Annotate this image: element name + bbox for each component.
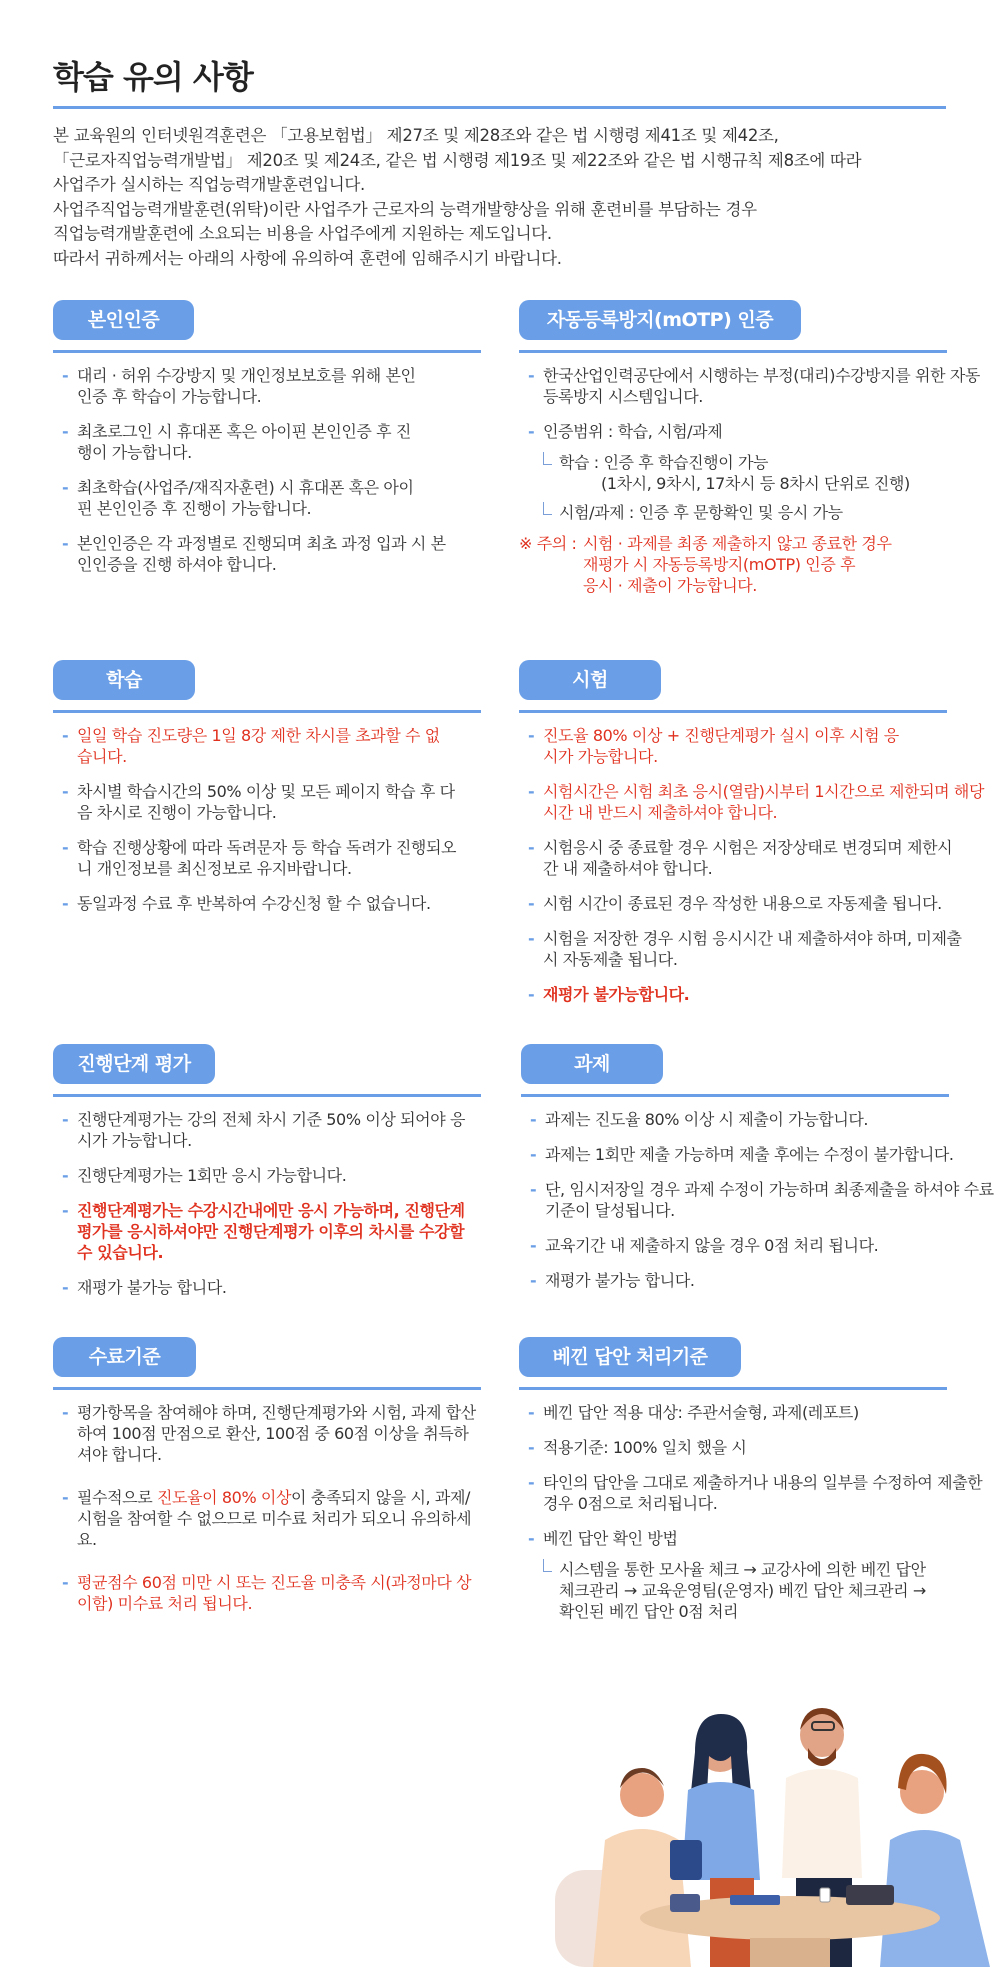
section-label-progress: 진행단계 평가: [53, 1044, 215, 1084]
section-label-identity: 본인인증: [53, 300, 194, 340]
progress-list: [53, 1109, 483, 1298]
list-item: - 진도율 80% 이상 + 진행단계평가 실시 이후 시험 응시가 가능합니다.: [519, 725, 903, 767]
sub-line: 학습 : 인증 후 학습진행이 가능: [559, 453, 769, 472]
intro-line: 「근로자직업능력개발법」 제20조 및 제24조, 같은 법 시행령 제19조 및 제22조와 같은 법 시행규칙 제8조에 따라: [53, 150, 862, 170]
assignment-list: [521, 1109, 994, 1291]
section-completion: [53, 1337, 483, 1628]
text-part: 이 충족되지 않을 시, 과제/시험을 참여할 수 없으므로 미수료 처리가 되오니 유의하세요.: [77, 1488, 472, 1549]
identity-list: [53, 365, 483, 575]
note-line: 시험 · 과제를 최종 제출하지 않고 종료한 경우: [583, 534, 892, 553]
section-divider: [53, 1387, 481, 1390]
list-item: - 동일과정 수료 후 반복하여 수강신청 할 수 없습니다.: [53, 893, 497, 914]
section-label-exam: 시험: [519, 660, 661, 700]
list-item: - 재평가 불가능 합니다.: [53, 1277, 483, 1298]
cup-shape: [820, 1888, 830, 1902]
list-item: - 재평가 불가능 합니다.: [521, 1270, 951, 1291]
text-part: 필수적으로: [77, 1488, 157, 1507]
list-item: - 최초로그인 시 휴대폰 혹은 아이핀 본인인증 후 진행이 가능합니다.: [53, 421, 417, 463]
page-title: 학습 유의 사항: [53, 58, 253, 96]
list-item: - 교육기간 내 제출하지 않을 경우 0점 처리 됩니다.: [521, 1235, 995, 1256]
section-motp: [519, 300, 980, 596]
section-divider: [519, 710, 947, 713]
list-item: - 진행단계평가는 1회만 응시 가능합니다.: [53, 1165, 483, 1186]
intro-line: 본 교육원의 인터넷원격훈련은 「고용보험법」 제27조 및 제28조와 같은 법 시행령 제41조 및 제42조,: [53, 126, 779, 145]
laptop-shape: [846, 1885, 894, 1905]
plagiarism-list: [519, 1402, 983, 1549]
list-item: - 시험 시간이 종료된 경우 작성한 내용으로 자동제출 됩니다.: [519, 893, 993, 914]
plagiarism-method-detail: 시스템을 통한 모사율 체크 → 교강사에 의한 베낀 답안 체크관리 → 교육운영팀(운영자) 베낀 답안 체크관리 → 확인된 베낀 답안 0점 처리: [519, 1559, 939, 1622]
section-divider: [521, 1094, 949, 1097]
warning-mark: ※ 주의 :: [519, 534, 577, 553]
note-line: 재평가 시 자동등록방지(mOTP) 인증 후: [583, 555, 856, 574]
person-body: [782, 1769, 862, 1878]
list-item: - 일일 학습 진도량은 1일 8강 제한 차시를 초과할 수 없습니다.: [53, 725, 447, 767]
list-item: - 베낀 답안 확인 방법: [519, 1528, 949, 1549]
folder-shape: [670, 1840, 702, 1880]
list-item: - 평가항목을 참여해야 하며, 진행단계평가와 시험, 과제 합산하여 100점 만점으로 환산, 100점 중 60점 이상을 취득하셔야 합니다.: [53, 1402, 477, 1465]
section-progress-eval: [53, 1044, 483, 1312]
list-item: - 과제는 1회만 제출 가능하며 제출 후에는 수정이 불가합니다.: [521, 1144, 1000, 1165]
list-item: - 학습 진행상황에 따라 독려문자 등 학습 독려가 진행되오니 개인정보를 최신정보로 유지바랍니다.: [53, 837, 457, 879]
section-identity: [53, 300, 483, 589]
motp-list: [519, 365, 980, 442]
section-divider: [53, 1094, 481, 1097]
motp-warning-note: [519, 533, 949, 596]
intro-paragraph: [53, 124, 953, 271]
section-divider: [53, 710, 481, 713]
motp-sub-study: [519, 452, 949, 494]
section-exam: [519, 660, 985, 1019]
list-item: - 과제는 진도율 80% 이상 시 제출이 가능합니다.: [521, 1109, 995, 1130]
sub-line: (1차시, 9차시, 17차시 등 8차시 단위로 진행): [601, 474, 910, 493]
title-divider: [53, 106, 946, 109]
list-item: - 재평가 불가능합니다.: [519, 984, 949, 1005]
book-shape: [730, 1895, 780, 1905]
list-item: - 본인인증은 각 과정별로 진행되며 최초 과정 입과 시 본인인증을 진행 하셔야 합니다.: [53, 533, 457, 575]
list-item: - 차시별 학습시간의 50% 이상 및 모든 페이지 학습 후 다음 차시로 진행이 가능합니다.: [53, 781, 457, 823]
exam-list: [519, 725, 985, 1005]
section-label-study: 학습: [53, 660, 195, 700]
section-divider: [519, 350, 947, 353]
section-label-assignment: 과제: [521, 1044, 663, 1084]
section-assignment: [521, 1044, 994, 1305]
intro-line: 사업주가 실시하는 직업능력개발훈련입니다.: [53, 175, 365, 194]
list-item: - 베낀 답안 적용 대상: 주관서술형, 과제(레포트): [519, 1402, 949, 1423]
section-label-motp: 자동등록방지(mOTP) 인증: [519, 300, 801, 340]
list-item: - 타인의 답안을 그대로 제출하거나 내용의 일부를 수정하여 제출한 경우 0점으로 처리됩니다.: [519, 1472, 983, 1514]
completion-list: [53, 1402, 483, 1614]
person-body: [880, 1830, 990, 1967]
list-item: - 시험시간은 시험 최초 응시(열람)시부터 1시간으로 제한되며 해당 시간 내 반드시 제출하셔야 합니다.: [519, 781, 993, 823]
study-list: [53, 725, 483, 914]
tablet-shape: [670, 1894, 700, 1912]
intro-line: 사업주직업능력개발훈련(위탁)이란 사업주가 근로자의 능력개발향상을 위해 훈련비를 부담하는 경우: [53, 199, 757, 219]
team-illustration: [550, 1680, 1000, 1967]
note-line: 응시 · 제출이 가능합니다.: [583, 576, 757, 595]
section-divider: [53, 350, 481, 353]
list-item: - 대리 · 허위 수강방지 및 개인정보보호를 위해 본인인증 후 학습이 가능합니다.: [53, 365, 417, 407]
motp-sub-exam: 시험/과제 : 인증 후 문항확인 및 응시 가능: [519, 502, 949, 523]
list-item: - 평균점수 60점 미만 시 또는 진도율 미충족 시(과정마다 상이함) 미수료 처리 됩니다.: [53, 1572, 477, 1614]
section-plagiarism: [519, 1337, 983, 1634]
section-label-plagiarism: 베낀 답안 처리기준: [519, 1337, 741, 1377]
list-item: [53, 1487, 477, 1550]
list-item: - 진행단계평가는 강의 전체 차시 기준 50% 이상 되어야 응시가 가능합니다.: [53, 1109, 477, 1151]
list-item: - 적용기준: 100% 일치 했을 시: [519, 1437, 949, 1458]
section-study: [53, 660, 483, 928]
list-item: - 한국산업인력공단에서 시행하는 부정(대리)수강방지를 위한 자동등록방지 시스템입니다.: [519, 365, 983, 407]
list-item: - 진행단계평가는 수강시간내에만 응시 가능하며, 진행단계 평가를 응시하셔야만 진행단계평가 이후의 차시를 수강할 수 있습니다.: [53, 1200, 477, 1263]
section-divider: [519, 1387, 947, 1390]
list-item: - 시험응시 중 종료할 경우 시험은 저장상태로 변경되며 제한시간 내 제출하셔야 합니다.: [519, 837, 963, 879]
list-item: - 인증범위 : 학습, 시험/과제: [519, 421, 949, 442]
list-item: - 시험을 저장한 경우 시험 응시시간 내 제출하셔야 하며, 미제출시 자동제출 됩니다.: [519, 928, 963, 970]
intro-line: 직업능력개발훈련에 소요되는 비용을 사업주에게 지원하는 제도입니다.: [53, 224, 552, 243]
highlight-text: 진도율이 80% 이상: [156, 1488, 292, 1507]
list-item: - 최초학습(사업주/재직자훈련) 시 휴대폰 혹은 아이핀 본인인증 후 진행이 가능합니다.: [53, 477, 417, 519]
section-label-completion: 수료기준: [53, 1337, 196, 1377]
intro-line: 따라서 귀하께서는 아래의 사항에 유의하여 훈련에 임해주시기 바랍니다.: [53, 248, 562, 268]
team-people-illustration: [555, 1708, 990, 1967]
list-item: - 단, 임시저장일 경우 과제 수정이 가능하며 최종제출을 하셔야 수료기준이 달성됩니다.: [521, 1179, 995, 1221]
